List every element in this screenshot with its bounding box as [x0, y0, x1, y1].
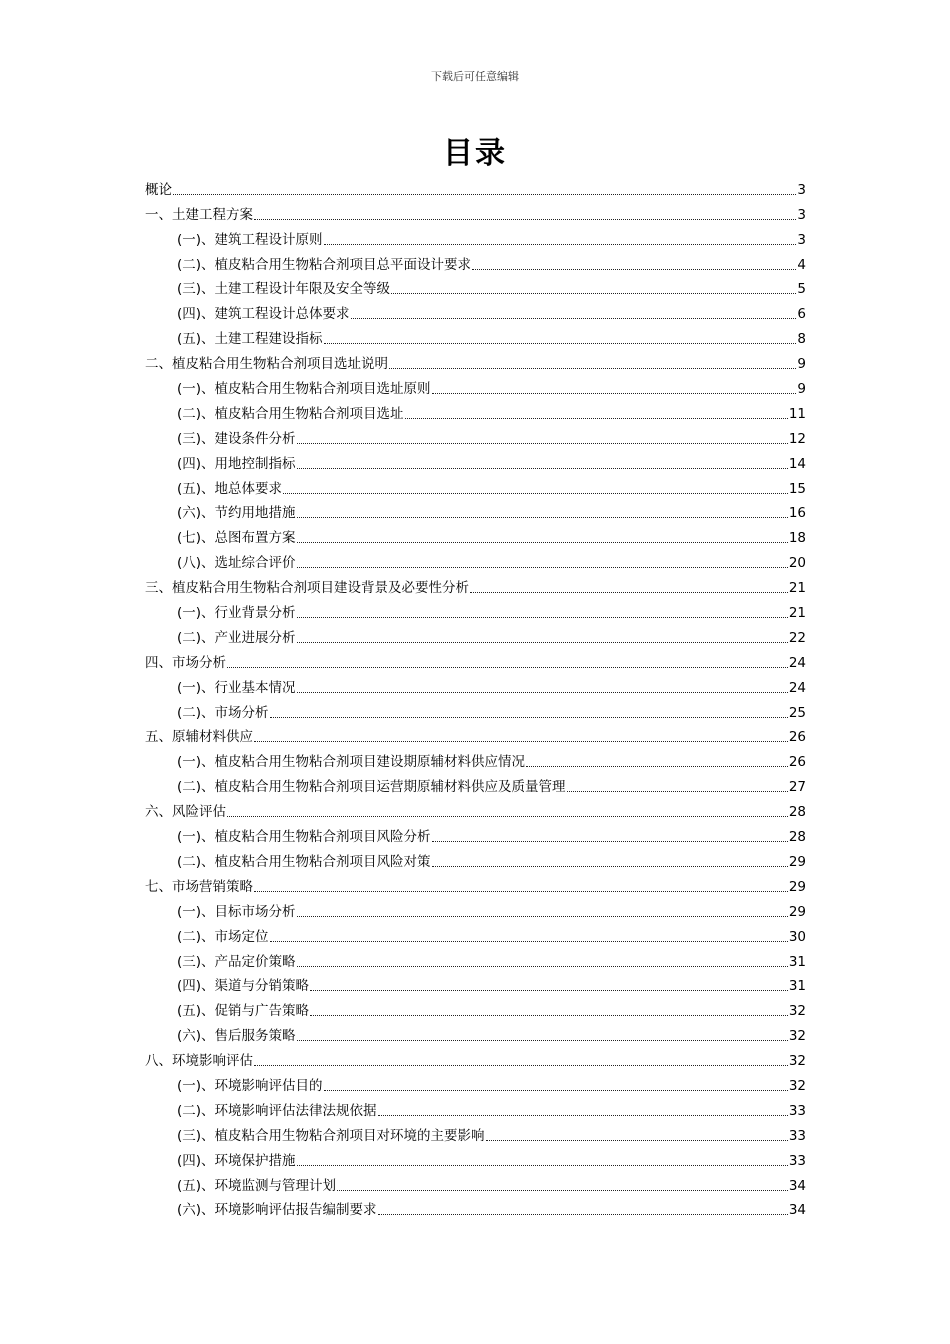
toc-entry[interactable] [145, 1121, 806, 1146]
toc-entry-label: 三、植皮粘合用生物粘合剂项目建设背景及必要性分析 [145, 580, 469, 597]
toc-entry[interactable] [145, 225, 806, 250]
dot-leader [310, 989, 788, 991]
toc-entry[interactable] [145, 698, 806, 723]
toc-entry[interactable] [145, 947, 806, 972]
toc-entry[interactable] [145, 772, 806, 797]
toc-entry-label: (二)、产业进展分析 [177, 629, 296, 646]
toc-entry-page-number: 9 [797, 356, 806, 373]
toc-entry-page-number: 32 [788, 1077, 806, 1094]
toc-entry-page-number: 22 [788, 629, 806, 646]
toc-entry[interactable] [145, 723, 806, 748]
toc-entry[interactable] [145, 275, 806, 300]
toc-entry-page-number: 21 [788, 605, 806, 622]
toc-entry-label: 四、市场分析 [145, 654, 226, 671]
toc-entry-page-number: 3 [797, 206, 806, 223]
toc-entry-label: (一)、植皮粘合用生物粘合剂项目风险分析 [177, 829, 431, 846]
toc-entry-label: (四)、环境保护措施 [177, 1152, 296, 1169]
toc-entry-label: 二、植皮粘合用生物粘合剂项目选址说明 [145, 356, 388, 373]
toc-entry-page-number: 33 [788, 1102, 806, 1119]
toc-entry[interactable] [145, 1196, 806, 1221]
dot-leader [324, 1089, 788, 1091]
dot-leader [227, 815, 788, 817]
toc-entry-label: (二)、植皮粘合用生物粘合剂项目选址 [177, 405, 404, 422]
toc-entry-label: 八、环境影响评估 [145, 1053, 253, 1070]
toc-entry[interactable] [145, 598, 806, 623]
toc-entry-page-number: 8 [797, 331, 806, 348]
toc-entry-label: (六)、环境影响评估报告编制要求 [177, 1202, 377, 1219]
toc-entry[interactable] [145, 424, 806, 449]
toc-entry-page-number: 6 [797, 306, 806, 323]
toc-entry-label: (二)、环境影响评估法律法规依据 [177, 1102, 377, 1119]
toc-entry-page-number: 33 [788, 1152, 806, 1169]
dot-leader [432, 392, 797, 394]
toc-entry-label: (四)、用地控制指标 [177, 455, 296, 472]
dot-leader [297, 1039, 788, 1041]
toc-entry-page-number: 31 [788, 953, 806, 970]
dot-leader [270, 940, 788, 942]
dot-leader [391, 292, 796, 294]
dot-leader [378, 1114, 788, 1116]
dot-leader [486, 1139, 788, 1141]
dot-leader [567, 790, 788, 792]
dot-leader [297, 541, 788, 543]
toc-entry-page-number: 34 [788, 1177, 806, 1194]
toc-entry-page-number: 32 [788, 1028, 806, 1045]
toc-entry-page-number: 24 [788, 679, 806, 696]
toc-entry-page-number: 28 [788, 829, 806, 846]
dot-leader [324, 243, 797, 245]
toc-entry-page-number: 34 [788, 1202, 806, 1219]
toc-entry-label: (一)、行业基本情况 [177, 679, 296, 696]
toc-entry-label: (二)、植皮粘合用生物粘合剂项目总平面设计要求 [177, 256, 472, 273]
toc-entry-page-number: 4 [797, 256, 806, 273]
toc-entry-label: (六)、节约用地措施 [177, 505, 296, 522]
toc-entry-page-number: 16 [788, 505, 806, 522]
toc-entry[interactable] [145, 822, 806, 847]
toc-entry-label: (三)、植皮粘合用生物粘合剂项目对环境的主要影响 [177, 1127, 485, 1144]
toc-entry-page-number: 29 [788, 878, 806, 895]
toc-entry-page-number: 21 [788, 580, 806, 597]
dot-leader [526, 765, 788, 767]
toc-entry-page-number: 24 [788, 654, 806, 671]
toc-entry[interactable] [145, 175, 806, 200]
dot-leader [472, 268, 796, 270]
toc-entry-page-number: 3 [797, 181, 806, 198]
toc-entry[interactable] [145, 996, 806, 1021]
dot-leader [337, 1189, 788, 1191]
dot-leader [432, 840, 788, 842]
toc-entry-label: (五)、土建工程建设指标 [177, 331, 323, 348]
dot-leader [173, 193, 796, 195]
toc-entry-page-number: 30 [788, 928, 806, 945]
toc-entry-label: (四)、渠道与分销策略 [177, 978, 310, 995]
toc-entry[interactable] [145, 1046, 806, 1071]
toc-entry[interactable] [145, 200, 806, 225]
dot-leader [389, 367, 796, 369]
header-note: 下载后可任意编辑 [431, 70, 519, 83]
toc-entry[interactable] [145, 523, 806, 548]
dot-leader [227, 666, 788, 668]
toc-entry-page-number: 12 [788, 430, 806, 447]
toc-entry-label: (二)、市场分析 [177, 704, 269, 721]
toc-entry-label: (七)、总图布置方案 [177, 530, 296, 547]
toc-entry[interactable] [145, 1171, 806, 1196]
toc-entry-label: (三)、产品定价策略 [177, 953, 296, 970]
dot-leader [297, 566, 788, 568]
dot-leader [297, 1164, 788, 1166]
dot-leader [254, 740, 788, 742]
dot-leader [283, 492, 788, 494]
toc-entry-label: 六、风险评估 [145, 804, 226, 821]
toc-entry-page-number: 31 [788, 978, 806, 995]
toc-entry[interactable] [145, 399, 806, 424]
toc-entry[interactable] [145, 897, 806, 922]
toc-entry-page-number: 28 [788, 804, 806, 821]
toc-entry-label: (二)、植皮粘合用生物粘合剂项目风险对策 [177, 853, 431, 870]
toc-entry[interactable] [145, 922, 806, 947]
dot-leader [297, 442, 788, 444]
toc-title: 目录 [443, 136, 507, 171]
dot-leader [432, 865, 788, 867]
dot-leader [254, 890, 788, 892]
dot-leader [470, 591, 788, 593]
toc-entry[interactable] [145, 673, 806, 698]
dot-leader [297, 641, 788, 643]
toc-entry-label: (一)、植皮粘合用生物粘合剂项目建设期原辅材料供应情况 [177, 754, 526, 771]
dot-leader [297, 616, 788, 618]
toc-entry-page-number: 15 [788, 480, 806, 497]
toc-entry[interactable] [145, 548, 806, 573]
dot-leader [405, 417, 788, 419]
toc-entry-page-number: 9 [797, 381, 806, 398]
toc-entry-page-number: 14 [788, 455, 806, 472]
table-of-contents [145, 175, 806, 1220]
toc-entry[interactable] [145, 324, 806, 349]
toc-entry[interactable] [145, 648, 806, 673]
toc-entry-label: (五)、促销与广告策略 [177, 1003, 310, 1020]
toc-entry-page-number: 20 [788, 555, 806, 572]
toc-entry-label: (一)、建筑工程设计原则 [177, 231, 323, 248]
dot-leader [324, 342, 797, 344]
toc-entry-label: (一)、植皮粘合用生物粘合剂项目选址原则 [177, 381, 431, 398]
dot-leader [310, 1014, 788, 1016]
dot-leader [297, 467, 788, 469]
toc-entry-label: 概论 [145, 181, 172, 198]
toc-entry-label: (一)、行业背景分析 [177, 605, 296, 622]
toc-entry-page-number: 32 [788, 1053, 806, 1070]
dot-leader [378, 1213, 788, 1215]
toc-entry[interactable] [145, 1071, 806, 1096]
toc-entry[interactable] [145, 1146, 806, 1171]
toc-entry[interactable] [145, 747, 806, 772]
toc-entry[interactable] [145, 374, 806, 399]
toc-entry-label: (八)、选址综合评价 [177, 555, 296, 572]
toc-entry[interactable] [145, 573, 806, 598]
toc-entry-label: (二)、市场定位 [177, 928, 269, 945]
toc-entry[interactable] [145, 847, 806, 872]
toc-entry[interactable] [145, 250, 806, 275]
toc-entry-label: 五、原辅材料供应 [145, 729, 253, 746]
toc-entry-page-number: 32 [788, 1003, 806, 1020]
toc-entry-page-number: 18 [788, 530, 806, 547]
toc-entry[interactable] [145, 797, 806, 822]
dot-leader [270, 716, 788, 718]
dot-leader [297, 915, 788, 917]
toc-entry-page-number: 29 [788, 853, 806, 870]
toc-entry[interactable] [145, 623, 806, 648]
toc-entry-label: (二)、植皮粘合用生物粘合剂项目运营期原辅材料供应及质量管理 [177, 779, 566, 796]
toc-entry-page-number: 27 [788, 779, 806, 796]
toc-entry-page-number: 33 [788, 1127, 806, 1144]
toc-entry-page-number: 26 [788, 729, 806, 746]
toc-entry-label: (三)、建设条件分析 [177, 430, 296, 447]
toc-entry[interactable] [145, 972, 806, 997]
toc-entry-label: (五)、环境监测与管理计划 [177, 1177, 337, 1194]
toc-entry-label: 七、市场营销策略 [145, 878, 253, 895]
toc-entry-page-number: 25 [788, 704, 806, 721]
dot-leader [351, 317, 797, 319]
toc-entry[interactable] [145, 299, 806, 324]
toc-entry-label: (六)、售后服务策略 [177, 1028, 296, 1045]
dot-leader [254, 218, 796, 220]
toc-entry-label: (一)、目标市场分析 [177, 903, 296, 920]
toc-entry-page-number: 26 [788, 754, 806, 771]
toc-entry[interactable] [145, 499, 806, 524]
dot-leader [254, 1064, 788, 1066]
toc-entry-page-number: 29 [788, 903, 806, 920]
dot-leader [297, 965, 788, 967]
toc-entry-page-number: 3 [797, 231, 806, 248]
toc-entry-label: (四)、建筑工程设计总体要求 [177, 306, 350, 323]
toc-entry[interactable] [145, 1096, 806, 1121]
toc-entry[interactable] [145, 449, 806, 474]
toc-entry[interactable] [145, 474, 806, 499]
toc-entry-label: (一)、环境影响评估目的 [177, 1077, 323, 1094]
toc-entry-label: (三)、土建工程设计年限及安全等级 [177, 281, 391, 298]
toc-entry-label: (五)、地总体要求 [177, 480, 283, 497]
toc-entry-page-number: 11 [788, 405, 806, 422]
dot-leader [297, 516, 788, 518]
toc-entry[interactable] [145, 872, 806, 897]
toc-entry-page-number: 5 [797, 281, 806, 298]
toc-entry[interactable] [145, 1021, 806, 1046]
toc-entry-label: 一、土建工程方案 [145, 206, 253, 223]
dot-leader [297, 691, 788, 693]
toc-entry[interactable] [145, 349, 806, 374]
